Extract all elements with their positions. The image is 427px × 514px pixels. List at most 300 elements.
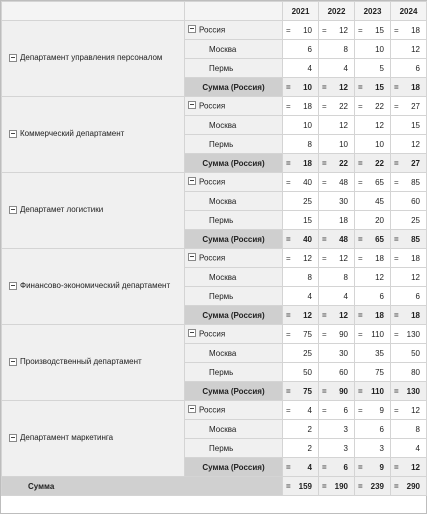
cell-value: 40 bbox=[303, 234, 312, 244]
equals-icon: = bbox=[286, 405, 291, 415]
value-cell bbox=[283, 268, 319, 287]
value-cell bbox=[283, 173, 319, 192]
pivot-grid bbox=[1, 1, 427, 496]
equals-icon: = bbox=[322, 177, 327, 187]
subtotal-label: Сумма (Россия) bbox=[185, 306, 283, 325]
equals-icon: = bbox=[322, 101, 327, 111]
value-cell bbox=[391, 420, 427, 439]
cell-value: 4 bbox=[415, 443, 420, 453]
equals-icon: = bbox=[322, 253, 327, 263]
equals-icon: = bbox=[286, 177, 291, 187]
cell-value: 6 bbox=[343, 462, 348, 472]
cell-value: 75 bbox=[303, 329, 312, 339]
cell-value: 40 bbox=[303, 177, 312, 187]
value-cell bbox=[355, 211, 391, 230]
department-cell[interactable] bbox=[2, 21, 185, 97]
value-cell bbox=[283, 420, 319, 439]
cell-value: 110 bbox=[371, 329, 384, 339]
value-cell bbox=[355, 249, 391, 268]
value-cell bbox=[283, 59, 319, 78]
cell-value: 10 bbox=[375, 44, 384, 54]
equals-icon: = bbox=[286, 386, 291, 396]
equals-icon: = bbox=[322, 462, 327, 472]
value-cell bbox=[391, 97, 427, 116]
cell-value: 12 bbox=[411, 462, 420, 472]
table-row bbox=[2, 325, 427, 344]
value-cell bbox=[319, 135, 355, 154]
value-cell bbox=[319, 78, 355, 97]
value-cell bbox=[319, 268, 355, 287]
cell-value: 85 bbox=[411, 177, 420, 187]
value-cell bbox=[319, 401, 355, 420]
value-cell bbox=[355, 135, 391, 154]
equals-icon: = bbox=[358, 177, 363, 187]
equals-icon: = bbox=[394, 177, 399, 187]
value-cell bbox=[319, 458, 355, 477]
equals-icon: = bbox=[358, 25, 363, 35]
cell-value: 4 bbox=[307, 462, 312, 472]
cell-value: 6 bbox=[415, 291, 420, 301]
cell-value: 18 bbox=[411, 82, 420, 92]
value-cell bbox=[319, 420, 355, 439]
value-cell bbox=[355, 59, 391, 78]
collapse-icon[interactable] bbox=[188, 329, 196, 337]
city-label: Москва bbox=[185, 344, 283, 363]
region-label: Россия bbox=[199, 253, 226, 263]
equals-icon: = bbox=[358, 253, 363, 263]
subtotal-label: Сумма (Россия) bbox=[185, 154, 283, 173]
value-cell bbox=[355, 306, 391, 325]
city-label: Пермь bbox=[185, 59, 283, 78]
year-header[interactable]: 2023 bbox=[355, 2, 391, 21]
value-cell bbox=[319, 230, 355, 249]
value-cell bbox=[283, 477, 319, 496]
value-cell bbox=[283, 306, 319, 325]
value-cell bbox=[355, 21, 391, 40]
equals-icon: = bbox=[286, 310, 291, 320]
value-cell bbox=[355, 458, 391, 477]
value-cell bbox=[391, 59, 427, 78]
value-cell bbox=[391, 249, 427, 268]
cell-value: 18 bbox=[303, 101, 312, 111]
collapse-icon[interactable] bbox=[9, 54, 17, 62]
value-cell bbox=[355, 382, 391, 401]
collapse-icon[interactable] bbox=[9, 130, 17, 138]
value-cell bbox=[283, 325, 319, 344]
collapse-icon[interactable] bbox=[188, 25, 196, 33]
cell-value: 15 bbox=[411, 120, 420, 130]
value-cell bbox=[391, 401, 427, 420]
cell-value: 9 bbox=[379, 405, 384, 415]
department-cell[interactable] bbox=[2, 325, 185, 401]
cell-value: 48 bbox=[339, 177, 348, 187]
value-cell bbox=[283, 439, 319, 458]
cell-value: 15 bbox=[375, 25, 384, 35]
collapse-icon[interactable] bbox=[188, 101, 196, 109]
equals-icon: = bbox=[394, 405, 399, 415]
collapse-icon[interactable] bbox=[188, 405, 196, 413]
value-cell bbox=[319, 40, 355, 59]
department-label: Департамет логистики bbox=[20, 205, 104, 215]
cell-value: 45 bbox=[375, 196, 384, 206]
cell-value: 6 bbox=[415, 63, 420, 73]
corner-cell bbox=[2, 2, 185, 21]
equals-icon: = bbox=[358, 101, 363, 111]
value-cell bbox=[283, 458, 319, 477]
city-label: Пермь bbox=[185, 439, 283, 458]
value-cell bbox=[391, 78, 427, 97]
value-cell bbox=[283, 230, 319, 249]
cell-value: 22 bbox=[375, 158, 384, 168]
value-cell bbox=[355, 268, 391, 287]
value-cell bbox=[283, 363, 319, 382]
cell-value: 8 bbox=[343, 272, 348, 282]
value-cell bbox=[319, 173, 355, 192]
value-cell bbox=[355, 363, 391, 382]
cell-value: 30 bbox=[339, 348, 348, 358]
cell-value: 190 bbox=[334, 481, 348, 491]
value-cell bbox=[355, 78, 391, 97]
value-cell bbox=[355, 325, 391, 344]
equals-icon: = bbox=[286, 481, 291, 491]
cell-value: 12 bbox=[411, 405, 420, 415]
value-cell bbox=[391, 287, 427, 306]
table-row bbox=[2, 401, 427, 420]
collapse-icon[interactable] bbox=[188, 253, 196, 261]
value-cell bbox=[283, 78, 319, 97]
cell-value: 20 bbox=[375, 215, 384, 225]
region-cell[interactable] bbox=[185, 173, 283, 192]
cell-value: 12 bbox=[411, 139, 420, 149]
value-cell bbox=[319, 287, 355, 306]
cell-value: 12 bbox=[339, 25, 348, 35]
cell-value: 4 bbox=[307, 291, 312, 301]
cell-value: 25 bbox=[303, 348, 312, 358]
city-label: Москва bbox=[185, 192, 283, 211]
value-cell bbox=[391, 382, 427, 401]
city-label: Пермь bbox=[185, 135, 283, 154]
region-label: Россия bbox=[199, 101, 226, 111]
department-label: Финансово-экономический департамент bbox=[20, 281, 171, 291]
value-cell bbox=[319, 477, 355, 496]
equals-icon: = bbox=[394, 481, 399, 491]
value-cell bbox=[283, 287, 319, 306]
cell-value: 30 bbox=[339, 196, 348, 206]
value-cell bbox=[355, 420, 391, 439]
cell-value: 159 bbox=[298, 481, 312, 491]
cell-value: 12 bbox=[303, 253, 312, 263]
value-cell bbox=[283, 401, 319, 420]
corner-cell bbox=[185, 2, 283, 21]
cell-value: 22 bbox=[375, 101, 384, 111]
equals-icon: = bbox=[286, 253, 291, 263]
value-cell bbox=[283, 211, 319, 230]
equals-icon: = bbox=[322, 82, 327, 92]
cell-value: 85 bbox=[411, 234, 420, 244]
cell-value: 4 bbox=[307, 63, 312, 73]
cell-value: 50 bbox=[303, 367, 312, 377]
cell-value: 48 bbox=[339, 234, 348, 244]
value-cell bbox=[355, 230, 391, 249]
cell-value: 50 bbox=[411, 348, 420, 358]
department-label: Департамент маркетинга bbox=[20, 433, 114, 443]
department-cell[interactable] bbox=[2, 97, 185, 173]
year-header[interactable]: 2022 bbox=[319, 2, 355, 21]
cell-value: 4 bbox=[343, 291, 348, 301]
city-label: Пермь bbox=[185, 211, 283, 230]
equals-icon: = bbox=[286, 462, 291, 472]
cell-value: 18 bbox=[303, 158, 312, 168]
department-cell[interactable] bbox=[2, 401, 185, 477]
equals-icon: = bbox=[358, 310, 363, 320]
subtotal-label: Сумма (Россия) bbox=[185, 78, 283, 97]
value-cell bbox=[355, 116, 391, 135]
value-cell bbox=[283, 154, 319, 173]
cell-value: 8 bbox=[307, 139, 312, 149]
value-cell bbox=[355, 192, 391, 211]
collapse-icon[interactable] bbox=[9, 206, 17, 214]
cell-value: 12 bbox=[303, 310, 312, 320]
equals-icon: = bbox=[394, 329, 399, 339]
department-label: Коммерческий департамент bbox=[20, 129, 125, 139]
value-cell bbox=[391, 439, 427, 458]
region-cell[interactable] bbox=[185, 325, 283, 344]
equals-icon: = bbox=[286, 329, 291, 339]
header-row bbox=[2, 2, 427, 21]
cell-value: 8 bbox=[307, 272, 312, 282]
value-cell bbox=[355, 287, 391, 306]
value-cell bbox=[319, 249, 355, 268]
value-cell bbox=[283, 344, 319, 363]
equals-icon: = bbox=[286, 101, 291, 111]
value-cell bbox=[319, 325, 355, 344]
cell-value: 110 bbox=[371, 386, 384, 396]
collapse-icon[interactable] bbox=[9, 358, 17, 366]
cell-value: 18 bbox=[411, 310, 420, 320]
cell-value: 12 bbox=[411, 272, 420, 282]
equals-icon: = bbox=[394, 101, 399, 111]
cell-value: 4 bbox=[307, 405, 312, 415]
equals-icon: = bbox=[358, 234, 363, 244]
value-cell bbox=[391, 344, 427, 363]
equals-icon: = bbox=[322, 481, 327, 491]
equals-icon: = bbox=[322, 405, 327, 415]
value-cell bbox=[355, 439, 391, 458]
cell-value: 75 bbox=[375, 367, 384, 377]
cell-value: 18 bbox=[375, 253, 384, 263]
equals-icon: = bbox=[394, 234, 399, 244]
department-cell[interactable] bbox=[2, 249, 185, 325]
equals-icon: = bbox=[394, 82, 399, 92]
region-cell[interactable] bbox=[185, 401, 283, 420]
cell-value: 10 bbox=[375, 139, 384, 149]
equals-icon: = bbox=[394, 158, 399, 168]
value-cell bbox=[391, 477, 427, 496]
city-label: Пермь bbox=[185, 287, 283, 306]
equals-icon: = bbox=[286, 82, 291, 92]
cell-value: 10 bbox=[303, 82, 312, 92]
subtotal-label: Сумма (Россия) bbox=[185, 458, 283, 477]
cell-value: 290 bbox=[406, 481, 420, 491]
value-cell bbox=[355, 173, 391, 192]
value-cell bbox=[391, 116, 427, 135]
subtotal-label: Сумма (Россия) bbox=[185, 230, 283, 249]
city-label: Москва bbox=[185, 116, 283, 135]
cell-value: 90 bbox=[339, 386, 348, 396]
equals-icon: = bbox=[394, 386, 399, 396]
cell-value: 12 bbox=[375, 272, 384, 282]
equals-icon: = bbox=[394, 25, 399, 35]
cell-value: 12 bbox=[375, 120, 384, 130]
cell-value: 12 bbox=[339, 82, 348, 92]
grand-total-row bbox=[2, 477, 427, 496]
cell-value: 5 bbox=[379, 63, 384, 73]
cell-value: 10 bbox=[303, 120, 312, 130]
equals-icon: = bbox=[286, 234, 291, 244]
collapse-icon[interactable] bbox=[9, 282, 17, 290]
cell-value: 2 bbox=[307, 424, 312, 434]
value-cell bbox=[391, 363, 427, 382]
value-cell bbox=[283, 97, 319, 116]
equals-icon: = bbox=[394, 462, 399, 472]
cell-value: 60 bbox=[411, 196, 420, 206]
cell-value: 3 bbox=[379, 443, 384, 453]
cell-value: 22 bbox=[339, 101, 348, 111]
cell-value: 6 bbox=[307, 44, 312, 54]
equals-icon: = bbox=[394, 310, 399, 320]
value-cell bbox=[391, 154, 427, 173]
cell-value: 90 bbox=[339, 329, 348, 339]
value-cell bbox=[391, 211, 427, 230]
cell-value: 12 bbox=[339, 310, 348, 320]
cell-value: 6 bbox=[343, 405, 348, 415]
equals-icon: = bbox=[322, 329, 327, 339]
equals-icon: = bbox=[358, 462, 363, 472]
cell-value: 18 bbox=[375, 310, 384, 320]
value-cell bbox=[319, 363, 355, 382]
value-cell bbox=[319, 21, 355, 40]
cell-value: 15 bbox=[375, 82, 384, 92]
equals-icon: = bbox=[358, 158, 363, 168]
value-cell bbox=[319, 59, 355, 78]
cell-value: 8 bbox=[343, 44, 348, 54]
department-label: Производственный департамент bbox=[20, 357, 142, 367]
department-label: Департамент управления персоналом bbox=[20, 53, 163, 63]
value-cell bbox=[283, 249, 319, 268]
city-label: Москва bbox=[185, 268, 283, 287]
equals-icon: = bbox=[286, 25, 291, 35]
cell-value: 27 bbox=[411, 158, 420, 168]
value-cell bbox=[283, 40, 319, 59]
value-cell bbox=[355, 477, 391, 496]
subtotal-label: Сумма (Россия) bbox=[185, 382, 283, 401]
value-cell bbox=[391, 40, 427, 59]
cell-value: 18 bbox=[411, 253, 420, 263]
region-cell[interactable] bbox=[185, 249, 283, 268]
equals-icon: = bbox=[358, 405, 363, 415]
cell-value: 6 bbox=[379, 424, 384, 434]
cell-value: 3 bbox=[343, 424, 348, 434]
region-label: Россия bbox=[199, 25, 226, 35]
value-cell bbox=[319, 382, 355, 401]
region-label: Россия bbox=[199, 177, 226, 187]
value-cell bbox=[391, 268, 427, 287]
cell-value: 3 bbox=[343, 443, 348, 453]
collapse-icon[interactable] bbox=[188, 177, 196, 185]
cell-value: 60 bbox=[339, 367, 348, 377]
cell-value: 239 bbox=[370, 481, 384, 491]
table-row bbox=[2, 173, 427, 192]
region-label: Россия bbox=[199, 329, 226, 339]
value-cell bbox=[391, 192, 427, 211]
cell-value: 65 bbox=[375, 234, 384, 244]
equals-icon: = bbox=[394, 253, 399, 263]
cell-value: 15 bbox=[303, 215, 312, 225]
value-cell bbox=[355, 97, 391, 116]
value-cell bbox=[283, 135, 319, 154]
year-header[interactable]: 2024 bbox=[391, 2, 427, 21]
value-cell bbox=[283, 382, 319, 401]
cell-value: 75 bbox=[303, 386, 312, 396]
value-cell bbox=[355, 344, 391, 363]
region-cell[interactable] bbox=[185, 21, 283, 40]
value-cell bbox=[319, 192, 355, 211]
cell-value: 25 bbox=[303, 196, 312, 206]
equals-icon: = bbox=[358, 386, 363, 396]
value-cell bbox=[391, 135, 427, 154]
value-cell bbox=[391, 173, 427, 192]
equals-icon: = bbox=[322, 25, 327, 35]
cell-value: 25 bbox=[411, 215, 420, 225]
cell-value: 2 bbox=[307, 443, 312, 453]
cell-value: 9 bbox=[379, 462, 384, 472]
region-cell[interactable] bbox=[185, 97, 283, 116]
value-cell bbox=[355, 401, 391, 420]
value-cell bbox=[319, 211, 355, 230]
cell-value: 8 bbox=[415, 424, 420, 434]
cell-value: 80 bbox=[411, 367, 420, 377]
cell-value: 12 bbox=[339, 253, 348, 263]
equals-icon: = bbox=[322, 386, 327, 396]
department-cell[interactable] bbox=[2, 173, 185, 249]
equals-icon: = bbox=[322, 158, 327, 168]
city-label: Пермь bbox=[185, 363, 283, 382]
equals-icon: = bbox=[358, 82, 363, 92]
table-row bbox=[2, 97, 427, 116]
cell-value: 10 bbox=[339, 139, 348, 149]
cell-value: 130 bbox=[406, 386, 420, 396]
value-cell bbox=[391, 306, 427, 325]
cell-value: 130 bbox=[406, 329, 420, 339]
cell-value: 12 bbox=[411, 44, 420, 54]
year-header[interactable]: 2021 bbox=[283, 2, 319, 21]
value-cell bbox=[391, 458, 427, 477]
collapse-icon[interactable] bbox=[9, 434, 17, 442]
value-cell bbox=[319, 439, 355, 458]
cell-value: 65 bbox=[375, 177, 384, 187]
value-cell bbox=[355, 154, 391, 173]
table-row bbox=[2, 21, 427, 40]
equals-icon: = bbox=[322, 310, 327, 320]
equals-icon: = bbox=[322, 234, 327, 244]
region-label: Россия bbox=[199, 405, 226, 415]
cell-value: 10 bbox=[303, 25, 312, 35]
cell-value: 6 bbox=[379, 291, 384, 301]
value-cell bbox=[391, 21, 427, 40]
value-cell bbox=[319, 344, 355, 363]
value-cell bbox=[355, 40, 391, 59]
cell-value: 4 bbox=[343, 63, 348, 73]
